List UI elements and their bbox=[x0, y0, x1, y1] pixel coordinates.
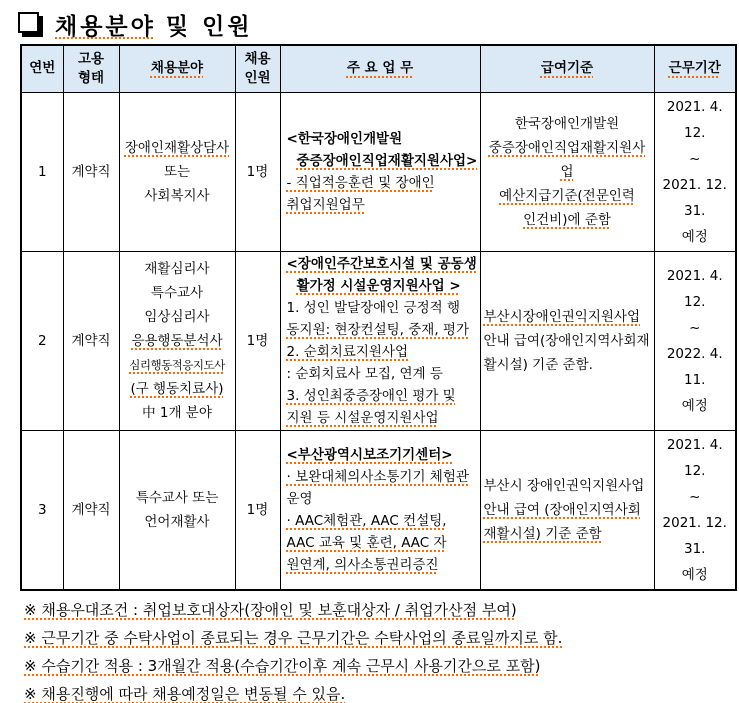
text-line: 원연계, 의사소통권리증진 bbox=[286, 556, 439, 573]
text-line: <한국장애인개발원 bbox=[286, 130, 403, 147]
text-line: ※ 근무기간 중 수탁사업이 종료되는 경우 근무기간은 수탁사업의 종료일까지로 함. bbox=[24, 628, 563, 647]
text-line: 활가정 시설운영지원사업 > bbox=[296, 277, 461, 294]
header-cell-field bbox=[119, 45, 235, 92]
page-title bbox=[0, 0, 739, 40]
text-line: 인원 bbox=[244, 69, 271, 86]
table-header bbox=[21, 45, 736, 92]
cell-duties bbox=[280, 92, 480, 251]
page-title-rest: 및 인원 bbox=[165, 13, 253, 40]
text-line: 한국장애인개발원 bbox=[514, 115, 620, 132]
footnotes bbox=[24, 601, 739, 703]
text-line: 또는 bbox=[163, 163, 191, 180]
text-line: 인건비)에 준함 bbox=[523, 211, 611, 228]
text-line: 예정 bbox=[681, 566, 708, 583]
cell-duties bbox=[280, 430, 480, 590]
text-line: 中 1개 분야 bbox=[142, 404, 212, 421]
table-header-row bbox=[21, 45, 736, 92]
text-line: 1. 성인 발달장애인 긍정적 행 bbox=[286, 299, 460, 316]
text-line: 채용분야 bbox=[150, 60, 204, 77]
text-line: 중증장애인직업재활지원사업> bbox=[296, 152, 478, 169]
table-row-2 bbox=[21, 251, 736, 430]
text-line: 부산시장애인권익지원사업 bbox=[483, 308, 640, 325]
cell-period bbox=[654, 92, 736, 251]
text-line: : 순회치료사 모집, 연계 등 bbox=[286, 365, 443, 382]
cell-field bbox=[119, 92, 235, 251]
cell-no: 2 bbox=[21, 251, 63, 430]
text-line: 재활시설) 기준 준함 bbox=[483, 525, 602, 542]
text-line: 중증장애인직업재활지원사업 bbox=[488, 139, 646, 180]
text-line: 응용행동분석사 bbox=[131, 332, 223, 349]
cell-no: 3 bbox=[21, 430, 63, 590]
text-line: 3. 성인최중증장애인 평가 및 bbox=[286, 387, 456, 404]
text-line: · 보완대체의사소통기기 체험관 bbox=[286, 468, 469, 485]
text-line: 임상심리사 bbox=[144, 308, 210, 325]
text-line: ~ bbox=[689, 150, 701, 167]
cell-period bbox=[654, 251, 736, 430]
cell-salary bbox=[480, 251, 654, 430]
text-line: 사회복지사 bbox=[144, 187, 210, 204]
text-line: <부산광역시보조기기센터> bbox=[286, 446, 453, 463]
text-line: 운영 bbox=[286, 490, 313, 507]
cell-headcount: 1명 bbox=[235, 251, 280, 430]
cell-employment-type: 계약직 bbox=[63, 251, 119, 430]
text-line: - 직업적응훈련 및 장애인 bbox=[286, 174, 435, 191]
text-line: 2022. 4. 11. bbox=[666, 345, 723, 388]
cell-employment-type: 계약직 bbox=[63, 92, 119, 251]
cell-headcount: 1명 bbox=[235, 430, 280, 590]
text-line: ~ bbox=[689, 319, 701, 336]
header-cell-salary bbox=[480, 45, 654, 92]
header-cell-employment-type bbox=[63, 45, 119, 92]
text-line: 예정 bbox=[681, 397, 708, 414]
text-line: 활시설) 기준 준함. bbox=[483, 356, 593, 373]
text-line: 2. 순회치료지원사업 bbox=[286, 343, 408, 360]
cell-field bbox=[119, 430, 235, 590]
text-line: AAC 교육 및 훈련, AAC 자 bbox=[286, 534, 447, 551]
text-line: 취업지원업무 bbox=[286, 196, 365, 213]
text-line: 안내 급여(장애인지역사회재 bbox=[483, 332, 650, 349]
text-line: 2021. 4. 12. bbox=[666, 436, 723, 479]
text-line: 2021. 4. 12. bbox=[666, 98, 723, 141]
text-line: 연번 bbox=[29, 60, 56, 77]
cell-salary bbox=[480, 430, 654, 590]
page-title-highlight: 채용분야 bbox=[55, 13, 156, 40]
text-line: 2021. 12. 31. bbox=[662, 514, 727, 557]
header-cell-period bbox=[654, 45, 736, 92]
text-line: 예산지급기준(전문인력 bbox=[499, 187, 635, 204]
page-title-text bbox=[55, 8, 253, 41]
text-line: 2021. 12. 31. bbox=[662, 176, 727, 219]
cell-headcount: 1명 bbox=[235, 92, 280, 251]
table-row-3 bbox=[21, 430, 736, 590]
table-row-1 bbox=[21, 92, 736, 251]
text-line: (구 행동치료사) bbox=[130, 380, 224, 397]
text-line: 장애인재활상담사 bbox=[124, 139, 230, 156]
text-line: ※ 채용우대조건 : 취업보호대상자(장애인 및 보훈대상자 / 취업가산점 부여) bbox=[24, 600, 517, 619]
text-line: 지원 등 시설운영지원사업 bbox=[286, 409, 439, 426]
text-line: 근무기간 bbox=[668, 60, 721, 77]
header-cell-headcount bbox=[235, 45, 280, 92]
cell-salary bbox=[480, 92, 654, 251]
header-cell-no bbox=[21, 45, 63, 92]
text-line: 재활심리사 bbox=[144, 260, 210, 277]
text-line: 2021. 4. 12. bbox=[666, 267, 723, 310]
text-line: ※ 채용진행에 따라 채용예정일은 변동될 수 있음. bbox=[24, 684, 346, 703]
cell-employment-type: 계약직 bbox=[63, 430, 119, 590]
square-bullet-icon bbox=[18, 12, 39, 33]
text-line: 채용 bbox=[244, 50, 271, 67]
text-line: <장애인주간보호시설 및 공동생 bbox=[286, 255, 477, 272]
text-line: 부산시 장애인권익지원사업 bbox=[483, 477, 645, 494]
text-line: 안내 급여 (장애인지역사회 bbox=[483, 501, 641, 518]
text-line: 주 요 업 무 bbox=[346, 60, 414, 77]
header-cell-duties bbox=[280, 45, 480, 92]
text-line: 동지원: 현장컨설팅, 중재, 평가 bbox=[286, 321, 469, 338]
text-line: 특수교사 bbox=[150, 284, 204, 301]
cell-period bbox=[654, 430, 736, 590]
text-line: 급여기준 bbox=[540, 60, 594, 77]
text-line: ※ 수습기간 적용 : 3개월간 적용(수습기간이후 계속 근무시 사용기간으로 포함) bbox=[24, 656, 541, 675]
cell-no: 1 bbox=[21, 92, 63, 251]
text-line: · AAC체험관, AAC 컨설팅, bbox=[286, 512, 447, 529]
text-line: ~ bbox=[689, 488, 701, 505]
text-line: 언어재활사 bbox=[144, 513, 210, 530]
recruitment-table bbox=[20, 44, 737, 591]
cell-duties bbox=[280, 251, 480, 430]
text-line: 심리행동적응지도사 bbox=[129, 357, 225, 372]
text-line: 특수교사 또는 bbox=[135, 489, 219, 506]
text-line: 형태 bbox=[77, 69, 105, 86]
text-line: 고용 bbox=[77, 50, 105, 67]
cell-field bbox=[119, 251, 235, 430]
text-line: 예정 bbox=[681, 228, 708, 245]
